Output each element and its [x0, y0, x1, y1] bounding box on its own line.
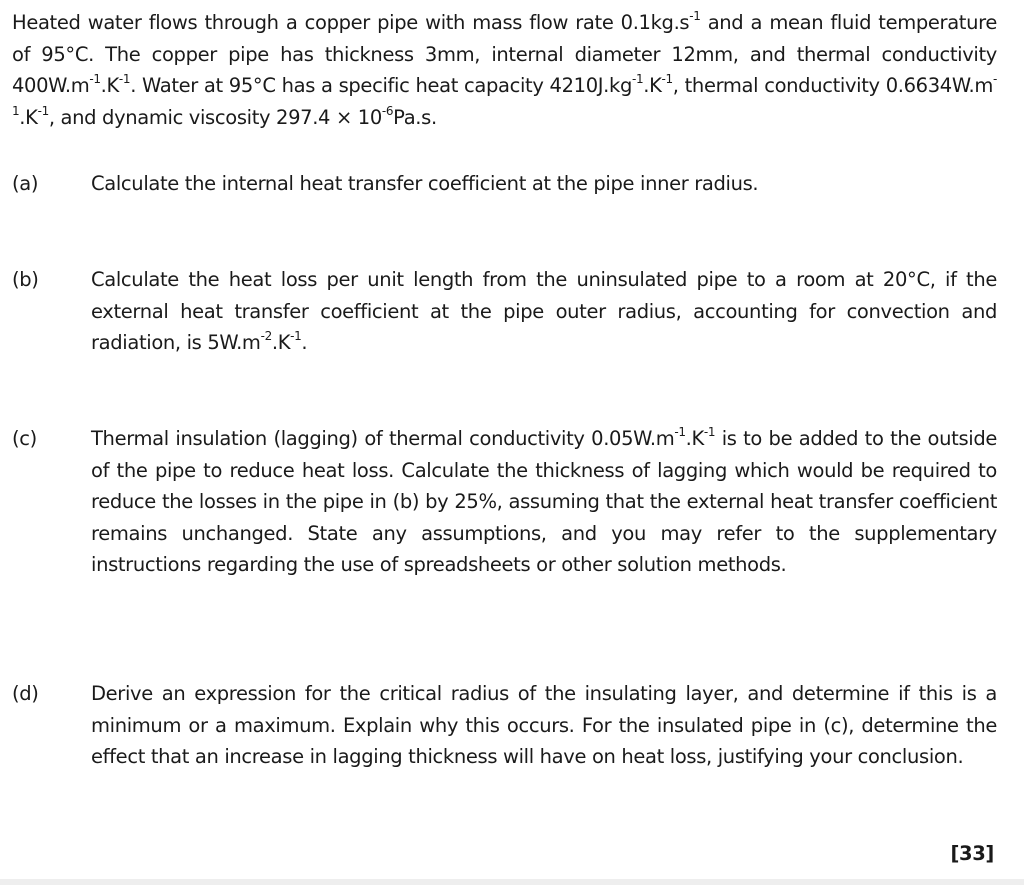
part-c-text: Thermal insulation (lagging) of thermal conductivity 0.05W.m — [91, 427, 675, 450]
part-label-b: (b) — [12, 268, 39, 291]
part-label-a: (a) — [12, 172, 39, 195]
question-part-c — [12, 423, 997, 581]
question-part-a — [12, 168, 997, 200]
exponent: -1 — [661, 72, 673, 86]
intro-text: .K — [100, 74, 119, 97]
exponent: -1 — [674, 425, 686, 439]
question-part-b — [12, 264, 997, 359]
part-b-text: Calculate the heat loss per unit length from the uninsulated pipe to a room at 20°C, if the external heat transfer coefficient at the pipe outer radius, accounting for convection and radiation, is 5W.m — [91, 268, 997, 354]
exponent: -2 — [260, 329, 272, 343]
exponent: -1 — [703, 425, 716, 439]
problem-statement — [12, 7, 997, 133]
exponent: -1 — [89, 72, 101, 86]
intro-text: Pa.s. — [393, 105, 437, 129]
part-text-a: Calculate the internal heat transfer coefficient at the pipe inner radius. — [91, 172, 759, 195]
intro-text: . Water at 95°C has a specific heat capacity 4210J.kg — [130, 74, 632, 97]
part-b-text: .K — [271, 331, 291, 354]
exponent: -1 — [689, 9, 701, 23]
intro-text: Heated water flows through a copper pipe with mass flow rate 0.1kg.s — [12, 11, 690, 34]
exponent: -1 — [12, 72, 997, 118]
question-part-d — [12, 678, 997, 773]
part-text-d: Derive an expression for the critical radius of the insulating layer, and determine if this is a minimum or a maximum. Explain why this occurs. For the insulated pipe in (c), determine the effect that an increase in lagging thickness will have on heat loss, justifying your conclusion. — [91, 682, 997, 768]
exponent: -6 — [381, 103, 394, 118]
part-b-text: . — [301, 331, 308, 354]
part-label-c: (c) — [12, 427, 37, 450]
exponent: -1 — [631, 72, 644, 86]
page-bottom-edge — [0, 879, 1024, 885]
exponent: -1 — [118, 72, 131, 86]
part-text-b — [91, 264, 997, 359]
exponent: -1 — [37, 103, 49, 118]
intro-text: .K — [643, 74, 662, 97]
part-c-text: is to be added to the outside of the pipe to reduce heat loss. Calculate the thickness of lagging which would be required to reduce the losses in the pipe in (b) by 25%, assuming that the external heat transfer coefficient remains unchanged. State any assumptions, and you may refer to the supplementary instructions regarding the use of spreadsheets or other solution methods. — [91, 427, 997, 576]
total-marks: [33] — [950, 842, 994, 865]
intro-text: .K — [19, 105, 38, 129]
exponent: -1 — [290, 329, 302, 343]
part-text-c — [91, 423, 997, 581]
intro-text: , thermal conductivity 0.6634W.m — [672, 74, 994, 97]
part-label-d: (d) — [12, 682, 39, 705]
intro-text: , and dynamic viscosity 297.4 × 10 — [48, 105, 382, 129]
intro-text: and a mean fluid temperature of 95°C. The copper pipe has thickness 3mm, internal diameter 12mm, and thermal conductivity 400W.m — [12, 11, 998, 97]
part-c-text: .K — [685, 427, 704, 450]
